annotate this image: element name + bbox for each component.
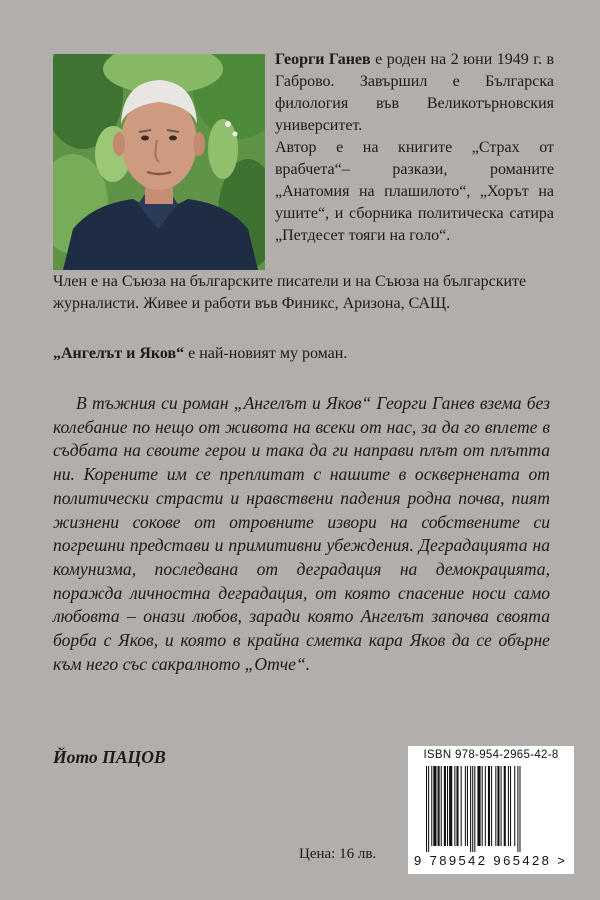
- bio-books: Автор е на книгите „Страх от врабчета“– разкази, романите „Анатомия на плашилото“, „Хорът на ушите“, и сборника политическа сатира „Петдесет тояги на голо“.: [275, 139, 554, 244]
- author-bio: [275, 49, 554, 247]
- price-label: Цена: 16 лв.: [299, 846, 377, 862]
- latest-novel-line: [53, 343, 347, 365]
- bio-intro-text: е роден на 2 юни 1949 г. в Габрово. Завършил е Българска филология във Великотърновския университет.: [275, 51, 555, 134]
- author-photo: [53, 54, 265, 270]
- latest-novel-rest: е най-новият му роман.: [184, 345, 348, 362]
- review-block: [53, 392, 550, 676]
- bio-intro: [275, 49, 554, 137]
- review-text: В тъжния си роман „Ангелът и Яков“ Георги Ганев взема без колебание по нещо от живота на всеки от нас, за да го вплете в съдбата на своите герои и така да ги направи плът от плътта ни. Корените им се преплитат с нашите в осквернената от политически страсти и нравствени падения родна почва, пият жизнени сокове от отровните извори на собствените си погрешни представи и примитивни убеждения. Деградацията на комунизма, последвана от деградация на демокрацията, поражда личностна деградация, от която спасение носи само любовта – онази любов, заради която Ангелът започва своята борба с Яков, и която в крайна сметка кара Яков да се обърне към него със сакралното „Отче“.: [53, 393, 550, 674]
- isbn-label: ISBN 978-954-2965-42-8: [423, 749, 559, 761]
- reviewer-name: Йото ПАЦОВ: [53, 747, 166, 767]
- isbn-barcode: [408, 746, 574, 874]
- author-name: Георги Ганев: [275, 51, 371, 68]
- bio-membership: Член е на Съюза на българските писатели и на Съюза на българските журналисти. Живее и работи във Финикс, Аризона, САЩ.: [53, 273, 527, 312]
- ean-digits: 9 789542 965428 >: [414, 853, 568, 868]
- bio-membership-block: [53, 271, 553, 315]
- barcode-bars: [426, 766, 558, 852]
- latest-novel-title: „Ангелът и Яков“: [53, 345, 185, 362]
